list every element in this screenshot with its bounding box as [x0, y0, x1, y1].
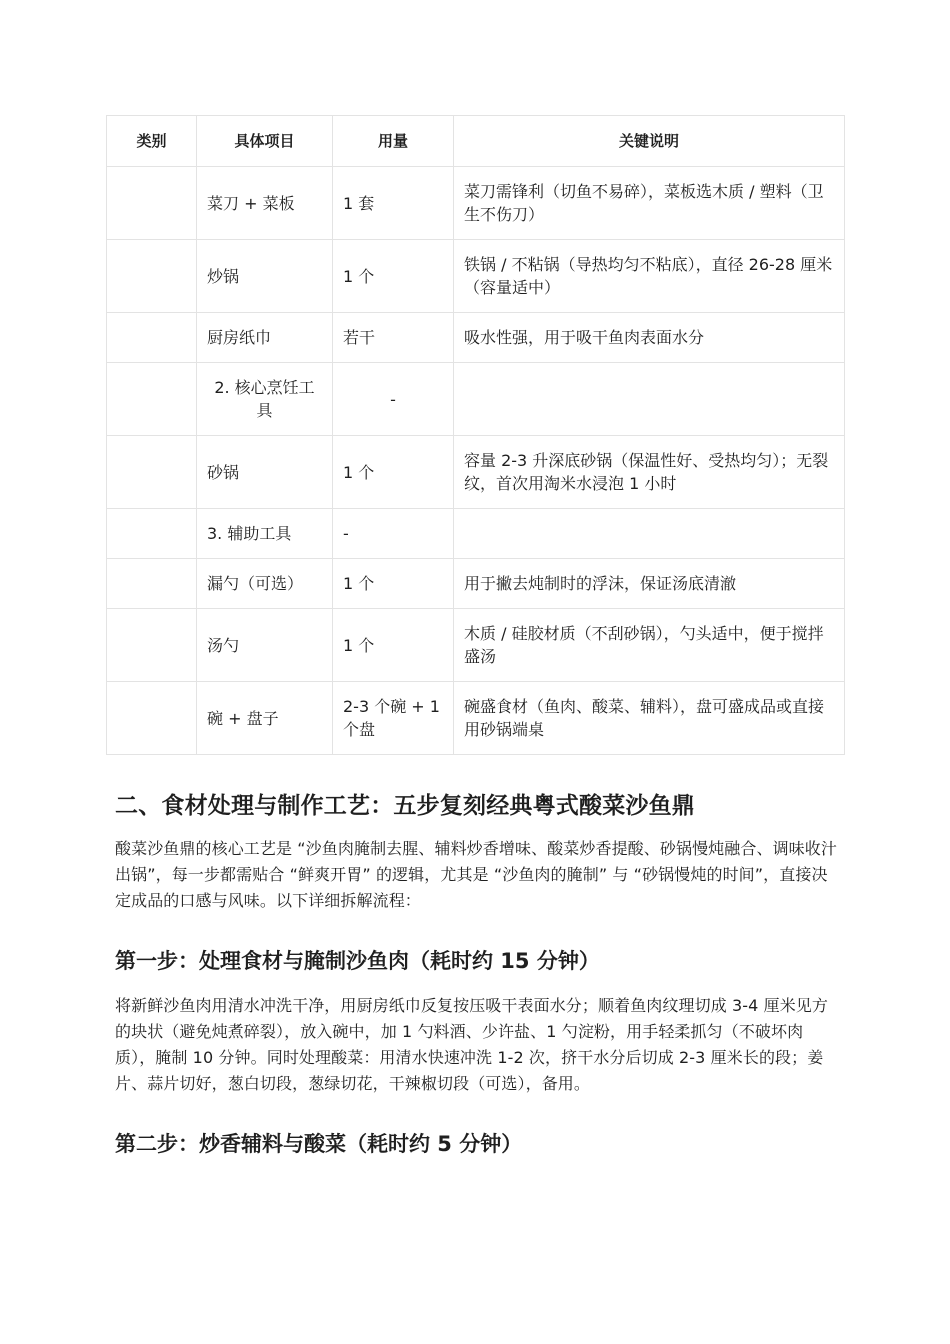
cell-note: 铁锅 / 不粘锅（导热均匀不粘底），直径 26-28 厘米（容量适中） — [454, 240, 845, 313]
cell-item: 菜刀 + 菜板 — [197, 167, 333, 240]
table-row — [107, 313, 845, 363]
header-amount: 用量 — [333, 116, 454, 167]
cell-category — [107, 509, 197, 559]
header-item: 具体项目 — [197, 116, 333, 167]
cell-item: 碗 + 盘子 — [197, 682, 333, 755]
table-row-subheading — [107, 363, 845, 436]
table-row — [107, 240, 845, 313]
cell-category — [107, 313, 197, 363]
table-row — [107, 436, 845, 509]
header-note: 关键说明 — [454, 116, 845, 167]
cell-note: 吸水性强，用于吸干鱼肉表面水分 — [454, 313, 845, 363]
cell-category — [107, 609, 197, 682]
table-row — [107, 559, 845, 609]
cell-amount: 1 个 — [333, 240, 454, 313]
cell-note: 木质 / 硅胶材质（不刮砂锅），勺头适中，便于搅拌盛汤 — [454, 609, 845, 682]
step-2-title: 第二步：炒香辅料与酸菜（耗时约 5 分钟） — [115, 1132, 523, 1156]
cell-note — [454, 509, 845, 559]
table-row — [107, 682, 845, 755]
cell-note: 菜刀需锋利（切鱼不易碎），菜板选木质 / 塑料（卫生不伤刀） — [454, 167, 845, 240]
cell-item: 砂锅 — [197, 436, 333, 509]
cell-amount: 若干 — [333, 313, 454, 363]
step-1-paragraph: 将新鲜沙鱼肉用清水冲洗干净，用厨房纸巾反复按压吸干表面水分；顺着鱼肉纹理切成 3-4 厘米见方的块状（避免炖煮碎裂），放入碗中，加 1 勺料酒、少许盐、1 勺淀粉，用手轻柔抓匀（不破坏肉质），腌制 10 分钟。同时处理酸菜：用清水快速冲洗 1-2 次，挤干水分后切成 2-3 厘米长的段；姜片、蒜片切好，葱白切段，葱绿切花，干辣椒切段（可选），备用。 — [115, 996, 829, 1093]
section-intro — [115, 836, 840, 914]
cell-note: 碗盛食材（鱼肉、酸菜、辅料），盘可盛成品或直接用砂锅端桌 — [454, 682, 845, 755]
cell-category — [107, 167, 197, 240]
cell-item: 厨房纸巾 — [197, 313, 333, 363]
table-header-row — [107, 116, 845, 167]
cell-category — [107, 559, 197, 609]
cell-item: 2. 核心烹饪工具 — [197, 363, 333, 436]
cell-item: 3. 辅助工具 — [197, 509, 333, 559]
cell-amount: 2-3 个碗 + 1 个盘 — [333, 682, 454, 755]
cell-amount: 1 个 — [333, 609, 454, 682]
cell-item: 漏勺（可选） — [197, 559, 333, 609]
cell-category — [107, 240, 197, 313]
cell-amount: - — [333, 363, 454, 436]
cell-amount: 1 套 — [333, 167, 454, 240]
cell-item: 汤勺 — [197, 609, 333, 682]
cell-amount: - — [333, 509, 454, 559]
cell-amount: 1 个 — [333, 559, 454, 609]
intro-paragraph: 酸菜沙鱼鼎的核心工艺是 “沙鱼肉腌制去腥、辅料炒香增味、酸菜炒香提酸、砂锅慢炖融合、调味收汁出锅”，每一步都需贴合 “鲜爽开胃” 的逻辑，尤其是 “沙鱼肉的腌制” 与 “砂锅慢炖的时间”，直接决定成品的口感与风味。以下详细拆解流程： — [115, 839, 837, 910]
cell-category — [107, 682, 197, 755]
cell-item: 炒锅 — [197, 240, 333, 313]
cell-note: 用于撇去炖制时的浮沫，保证汤底清澈 — [454, 559, 845, 609]
step-1-body — [115, 993, 840, 1097]
step-1-title: 第一步：处理食材与腌制沙鱼肉（耗时约 15 分钟） — [115, 949, 600, 973]
cell-note: 容量 2-3 升深底砂锅（保温性好、受热均匀）；无裂纹，首次用淘米水浸泡 1 小时 — [454, 436, 845, 509]
table-row — [107, 167, 845, 240]
cell-category — [107, 436, 197, 509]
table-row — [107, 609, 845, 682]
cell-category — [107, 363, 197, 436]
kitchen-tools-table — [106, 115, 845, 755]
section-title: 二、食材处理与制作工艺：五步复刻经典粤式酸菜沙鱼鼎 — [115, 793, 695, 819]
table-row-subheading — [107, 509, 845, 559]
cell-amount: 1 个 — [333, 436, 454, 509]
header-category: 类别 — [107, 116, 197, 167]
cell-note — [454, 363, 845, 436]
